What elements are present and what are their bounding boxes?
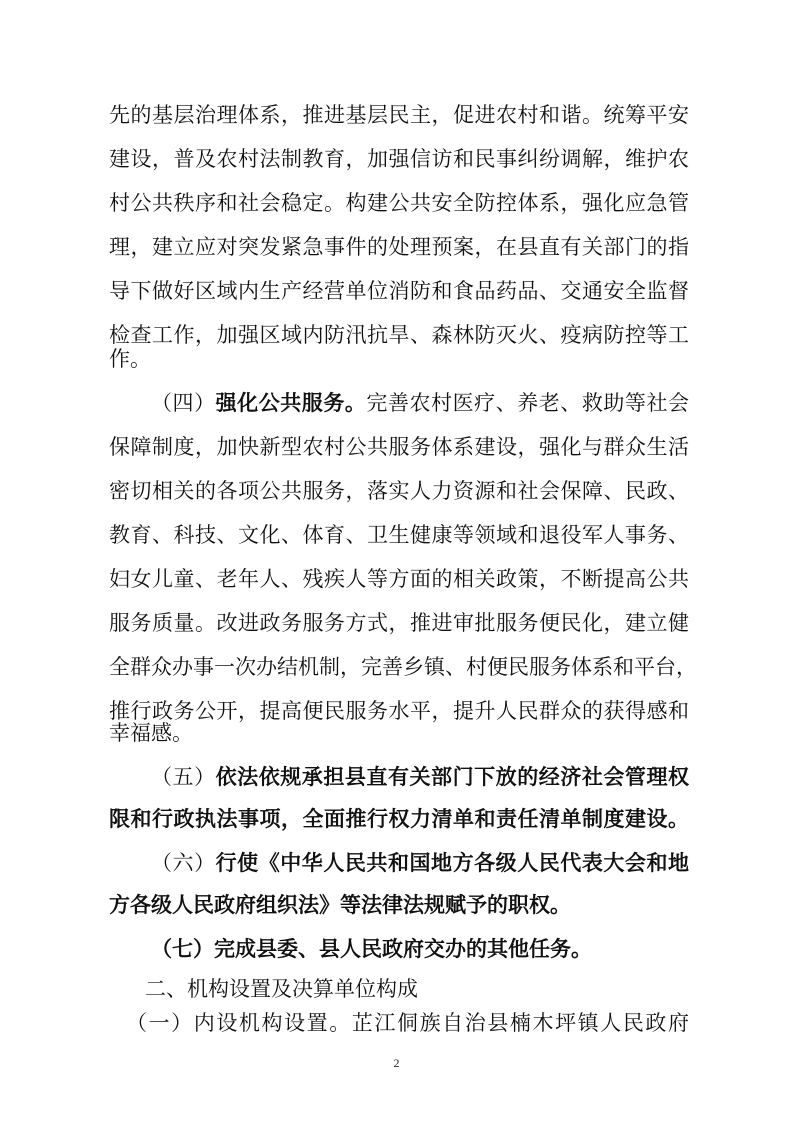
body-line: 理，建立应对突发紧急事件的处理预案，在县直有关部门的指	[109, 235, 689, 259]
body-line: 教育、科技、文化、体育、卫生健康等领域和退役军人事务、	[109, 523, 689, 547]
section-5-title: 依法依规承担县直有关部门下放的经济社会管理权	[215, 764, 689, 789]
body-line: 作。	[109, 347, 151, 371]
body-line: 导下做好区域内生产经营单位消防和食品药品、交通安全监督	[109, 279, 689, 303]
body-line: 村公共秩序和社会稳定。构建公共安全防控体系，强化应急管	[109, 191, 689, 215]
section-6-number: （六）	[151, 851, 216, 875]
body-line: 保障制度，加快新型农村公共服务体系建设，强化与群众生活	[109, 435, 689, 459]
section-5-number: （五）	[151, 765, 216, 789]
part-2-heading: 二、机构设置及决算单位构成	[145, 977, 418, 1001]
body-line: 妇女儿童、老年人、残疾人等方面的相关政策，不断提高公共	[109, 567, 689, 591]
body-line: 检查工作，加强区域内防汛抗旱、森林防灭火、疫病防控等工	[109, 323, 689, 347]
body-line: 幸福感。	[109, 721, 193, 745]
section-4-title: 强化公共服务。	[215, 390, 367, 415]
page-number: 2	[393, 1056, 400, 1070]
body-line: 推行政务公开，提高便民服务水平，提升人民群众的获得感和	[109, 699, 689, 723]
body-line: 服务质量。改进政务服务方式，推进审批服务便民化，建立健	[109, 611, 689, 635]
body-line: 先的基层治理体系，推进基层民主，促进农村和谐。统筹平安	[109, 103, 689, 127]
section-6-title: 行使《中华人民共和国地方各级人民代表大会和地	[215, 850, 689, 875]
section-6-heading-line	[151, 849, 689, 877]
section-7-heading: （七）完成县委、县人民政府交办的其他任务。	[151, 936, 592, 961]
body-line: 建设，普及农村法制教育，加强信访和民事纠纷调解，维护农	[109, 147, 689, 171]
section-4-text: 完善农村医疗、养老、救助等社会	[366, 391, 690, 415]
body-line: 密切相关的各项公共服务，落实人力资源和社会保障、民政、	[109, 479, 689, 503]
section-4-heading-line	[151, 389, 689, 417]
section-4-number: （四）	[151, 391, 216, 415]
section-5-heading-line	[151, 763, 689, 791]
section-6-title-cont: 方各级人民政府组织法》等法律法规赋予的职权。	[109, 892, 571, 917]
subsection-1-line: （一）内设机构设置。芷江侗族自治县楠木坪镇人民政府	[126, 1011, 689, 1035]
section-5-title-cont: 限和行政执法事项，全面推行权力清单和责任清单制度建设。	[109, 806, 689, 831]
body-line: 全群众办事一次办结机制，完善乡镇、村便民服务体系和平台，	[109, 655, 697, 679]
